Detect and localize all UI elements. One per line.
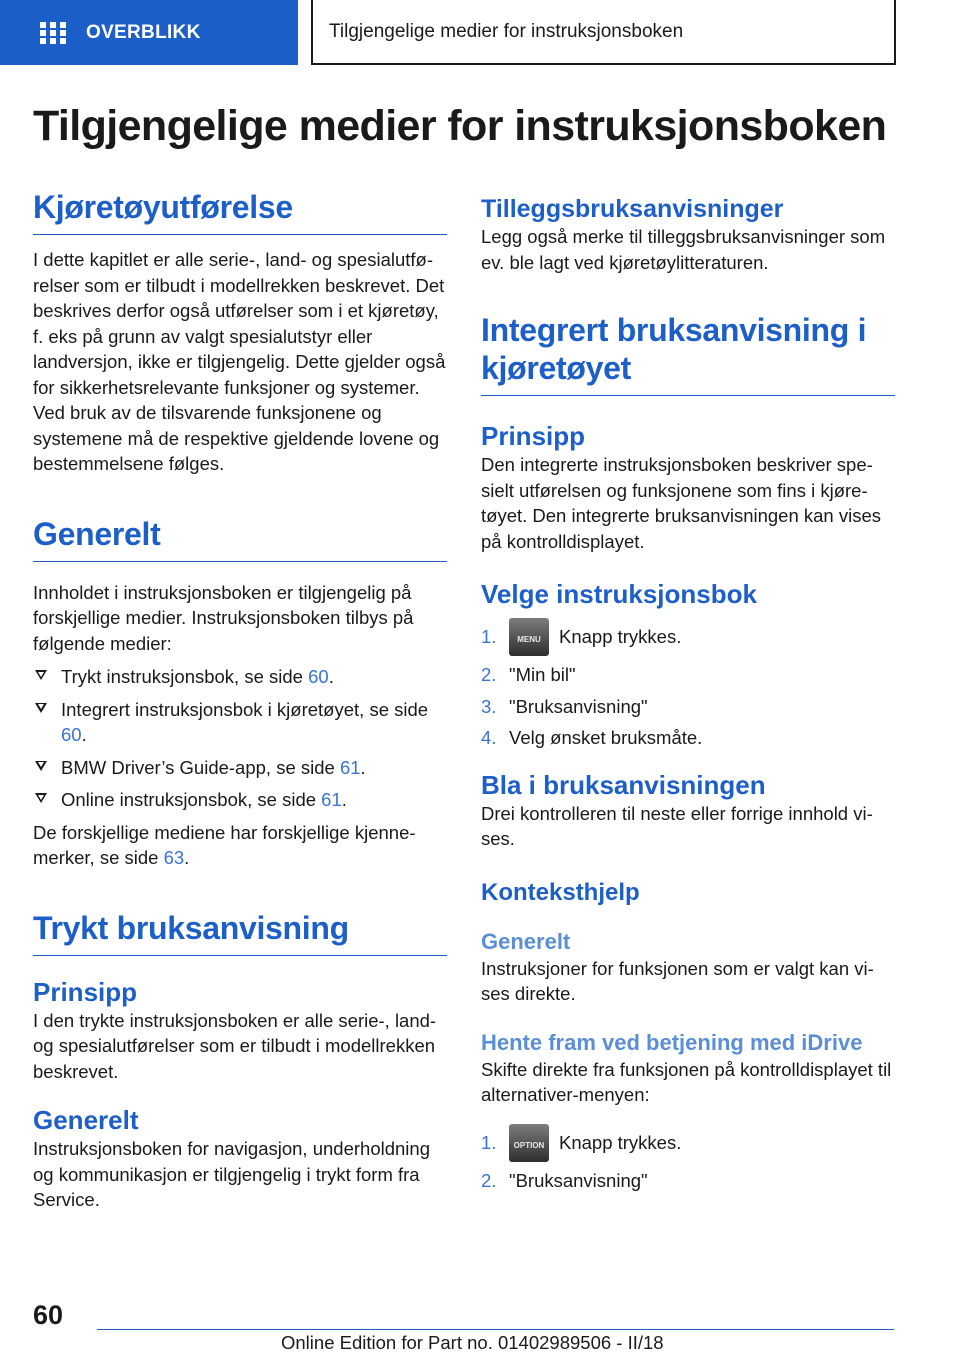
option-button-icon: OPTION [509,1124,549,1162]
page-title: Tilgjengelige medier for instruksjonsboken [33,102,887,150]
page-number: 60 [33,1300,64,1330]
heading-integrated-manual: Integrert bruksanvisning i kjøretøyet [481,311,895,396]
heading-supplements: Tilleggsbruksanvisninger [481,195,784,223]
list-item: 4. Velg ønsket bruksmåte. [481,727,703,748]
list-item: 3. "Bruksanvisning" [481,695,648,717]
general-2-body: Instruksjonsboken for navigasjon, underholdning og kommunikasjon er tilgjengelig i trykt form fra Service. [33,1138,430,1210]
breadcrumb: Tilgjengelige medier for instruksjonsboken [311,0,896,65]
general-3-body: Instruksjoner for funksjonen som er valgt kan vises direkte. [481,957,874,1004]
page-link[interactable]: 63 [163,847,185,868]
left-column [33,188,447,1213]
list-item: 1. MENU Knapp trykkes. [481,618,895,656]
section-tab-label: OVERBLIKK [86,21,201,43]
idrive-body: Skifte direkte fra funksjonen på kontrolldisplayet til alternativer-menyen: [481,1058,892,1105]
list-item: Online instruksjonsbok, se side 61. [33,787,447,813]
select-steps [481,618,895,751]
heading-vehicle-variant: Kjøretøyutførelse [33,188,447,235]
heading-select-manual: Velge instruksjonsbok [481,579,757,609]
footer-edition: Online Edition for Part no. 01402989506 - II/18 [281,1332,664,1353]
triangle-bullet-icon [35,793,47,803]
heading-browse-manual: Bla i bruksanvisningen [481,769,766,800]
general-outro: De forskjellige mediene har forskjellige kjennemerker, se side 63. [33,821,416,868]
grid-icon [40,22,66,44]
list-item: 1. OPTION Knapp trykkes. [481,1124,895,1162]
heading-general-3: Generelt [481,928,571,954]
list-item: 2. "Min bil" [481,664,576,685]
principle-body: I den trykte instruksjonsboken er alle serie-, land- og spesialutførelser som er tilbudt i modellrekken beskrevet. [33,1009,437,1082]
page-link[interactable]: 60 [308,666,329,687]
heading-context-help: Konteksthjelp [481,878,640,906]
heading-principle: Prinsipp [33,976,138,1007]
principle-2-body: Den integrerte instruksjonsboken beskriver spesielt utførelsen og funksjonene som fins i kjøretøyet. Den integrerte bruksanvisningen kan vises på kontrolldisplayet. [481,454,882,552]
list-item: Integrert instruksjonsbok i kjøretøyet, se side 60. [33,697,447,748]
heading-printed-manual: Trykt bruksanvisning [33,909,447,956]
footer-divider [97,1329,894,1330]
right-column [481,194,895,1199]
heading-general-2: Generelt [33,1105,139,1135]
triangle-bullet-icon [35,670,47,680]
vehicle-variant-body: I dette kapitlet er alle serie-, land- og spesialutførelser som er tilbudt i modellrekken beskrevet. Det beskrives derfor også utførelser som i et kjøretøy, f. eks på grunn av valgt spesialutstyr eller landversjon, ikke er tilgjengelig. Dette gjelder også for sikkerhetsrelevante funksjoner og systemer. Ved bruk av de tilsvarende funksjonene og systemene må de respektive gjeldende lovene og bestemmelsene følges. [33,249,446,474]
heading-idrive: Hente fram ved betjening med iDrive [481,1029,863,1055]
list-item: BMW Driver’s Guide-app, se side 61. [33,755,447,781]
page-link[interactable]: 61 [339,756,361,778]
list-item: Trykt instruksjonsbok, se side 60. [33,664,447,690]
heading-principle-2: Prinsipp [481,421,586,451]
idrive-steps [481,1124,895,1194]
triangle-bullet-icon [35,761,47,771]
browse-body: Drei kontrolleren til neste eller forrige innhold vises. [481,802,873,849]
page-link[interactable]: 60 [61,724,82,745]
menu-button-icon: MENU [509,618,549,656]
list-item: 2. "Bruksanvisning" [481,1169,648,1191]
heading-general: Generelt [33,515,447,562]
media-list [33,664,447,813]
section-tab[interactable] [0,0,298,65]
triangle-bullet-icon [35,703,47,713]
supplements-body: Legg også merke til tilleggsbruksanvisninger som ev. ble lagt ved kjøretøylitteraturen. [481,226,886,273]
general-intro: Innholdet i instruksjonsboken er tilgjengelig på forskjellige medier. Instruksjonsboken tilbys på følgende medier: [33,581,414,654]
page-link[interactable]: 61 [321,789,342,810]
